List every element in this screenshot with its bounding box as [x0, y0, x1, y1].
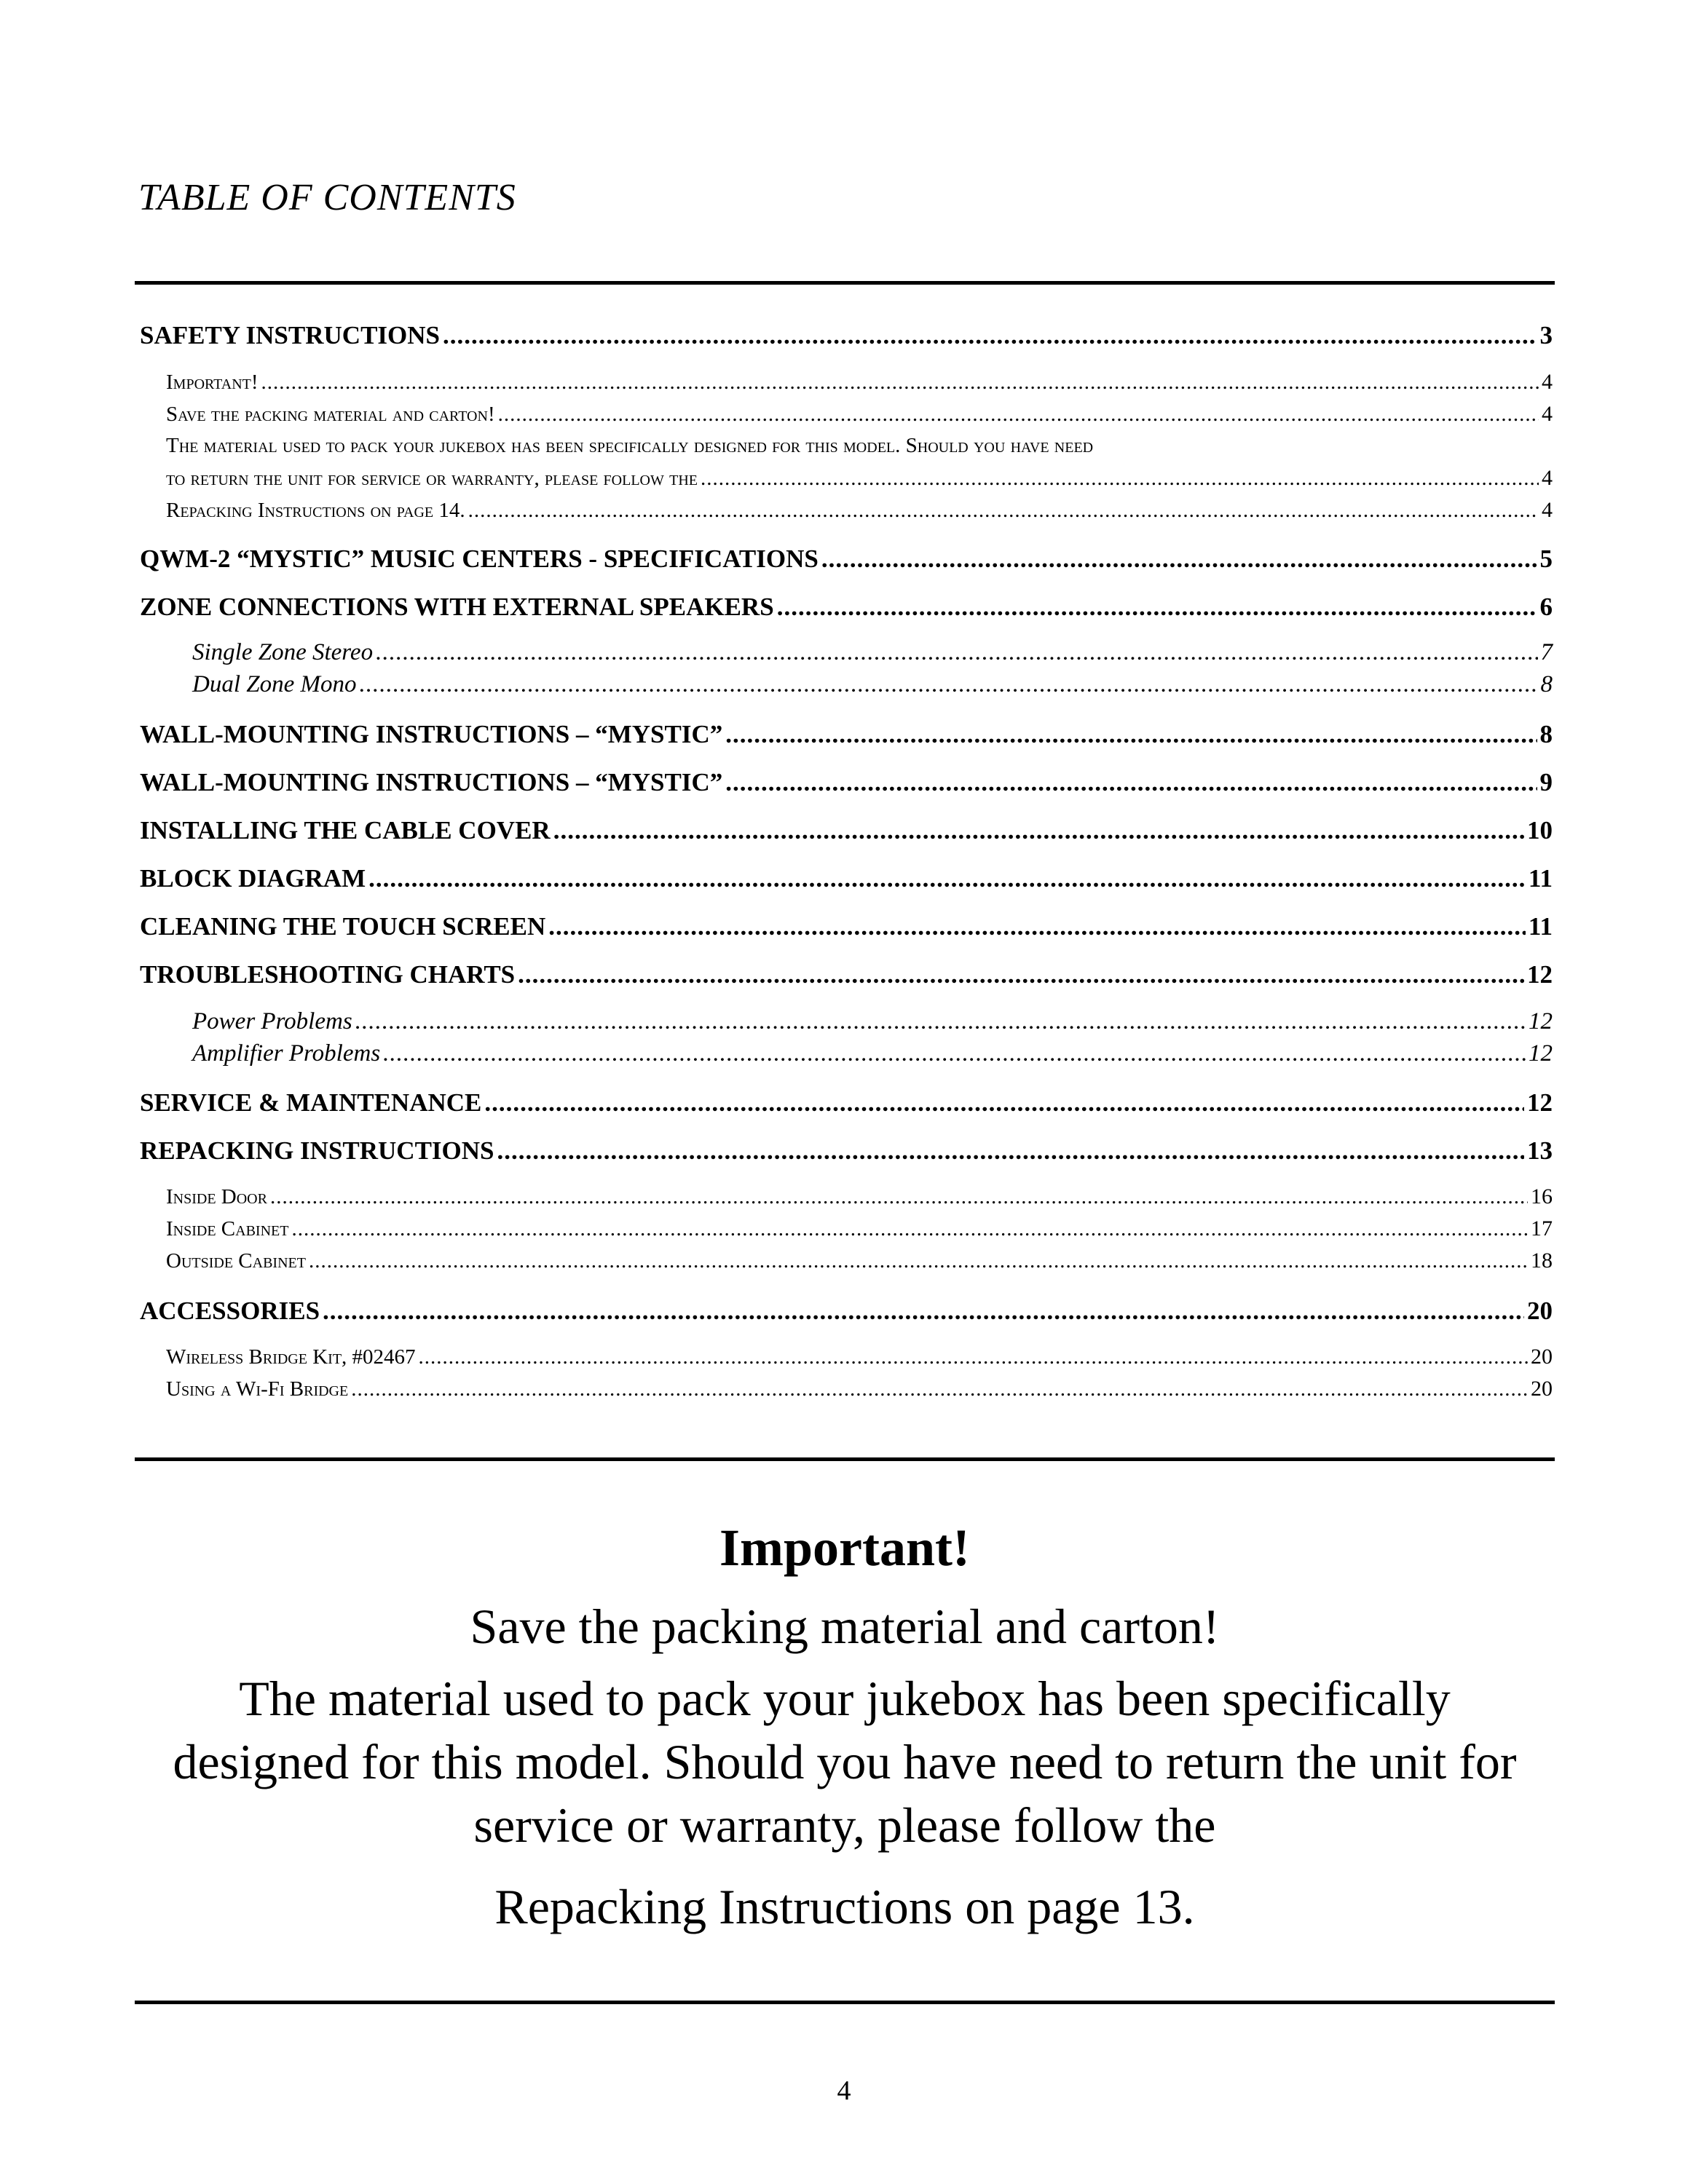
notice-title: Important!	[719, 1519, 970, 1577]
dot-leader	[323, 1297, 1524, 1326]
toc-entry-title: WALL-MOUNTING INSTRUCTIONS – “MYSTIC”	[140, 720, 723, 748]
notice-reference: Repacking Instructions on page 13.	[494, 1879, 1195, 1934]
dot-leader	[309, 1249, 1528, 1273]
toc-entry-title: WALL-MOUNTING INSTRUCTIONS – “MYSTIC”	[140, 768, 723, 796]
dot-leader	[355, 1008, 1526, 1035]
toc-entry-page: 12	[1527, 960, 1553, 989]
dot-leader	[777, 593, 1537, 622]
dot-leader	[518, 960, 1524, 989]
toc-entry-page: 6	[1539, 593, 1553, 621]
toc-entry[interactable]	[140, 434, 1553, 458]
toc-entry-page: 3	[1539, 321, 1553, 349]
toc-entry[interactable]	[140, 1216, 1553, 1241]
toc-entry-page: 4	[1542, 466, 1553, 490]
toc-entry[interactable]	[140, 466, 1553, 491]
toc-entry-page: 7	[1540, 639, 1553, 665]
top-rule	[135, 281, 1555, 285]
toc-entry-title: to return the unit for service or warranty, please follow the	[166, 467, 698, 490]
toc-entry[interactable]	[140, 1377, 1553, 1401]
toc-entry-page: 20	[1531, 1345, 1553, 1369]
toc-entry-page: 20	[1527, 1297, 1553, 1325]
toc-entry-title: Inside Door	[166, 1185, 267, 1208]
toc-entry-page: 12	[1527, 1088, 1553, 1117]
toc-entry-title: SAFETY INSTRUCTIONS	[140, 321, 441, 349]
toc-entry-page: 8	[1539, 720, 1553, 748]
toc-entry[interactable]	[140, 720, 1553, 749]
toc-entry-page: 5	[1539, 545, 1553, 573]
toc-entry-title: CLEANING THE TOUCH SCREEN	[140, 912, 546, 941]
toc-entry[interactable]	[140, 960, 1553, 989]
toc-entry-page: 9	[1539, 768, 1553, 796]
dot-leader	[498, 403, 1539, 427]
toc-entry-page: 4	[1542, 370, 1553, 394]
toc-entry-title: Inside Cabinet	[166, 1217, 289, 1241]
toc-entry[interactable]	[140, 1345, 1553, 1369]
dot-leader	[725, 768, 1537, 797]
toc-entry[interactable]	[140, 912, 1553, 941]
toc-entry-title: REPACKING INSTRUCTIONS	[140, 1136, 494, 1165]
toc-entry-page: 13	[1527, 1136, 1553, 1165]
toc-entry-title: Amplifier Problems	[192, 1040, 381, 1067]
toc-entry[interactable]	[140, 498, 1553, 523]
toc-entry-title: TROUBLESHOOTING CHARTS	[140, 960, 516, 989]
toc-entry[interactable]	[140, 864, 1553, 893]
dot-leader	[553, 816, 1524, 845]
toc-entry-title: SERVICE & MAINTENANCE	[140, 1088, 482, 1117]
dot-leader	[376, 639, 1537, 666]
toc-entry[interactable]	[140, 1184, 1553, 1209]
dot-leader	[821, 545, 1537, 574]
page-number: 4	[837, 2076, 851, 2106]
toc-entry-title: ACCESSORIES	[140, 1297, 320, 1325]
dot-leader	[725, 720, 1537, 749]
toc-entry-title: Power Problems	[192, 1008, 352, 1034]
notice-body: The material used to pack your jukebox has been specifically designed for this model. Should you have need to return the unit for service or warranty, please follow the	[173, 1671, 1517, 1853]
toc-entry-page: 12	[1529, 1040, 1553, 1067]
toc-entry-title: ZONE CONNECTIONS WITH EXTERNAL SPEAKERS	[140, 593, 774, 621]
toc-entry-page: 16	[1531, 1184, 1553, 1208]
dot-leader	[360, 671, 1538, 698]
middle-rule	[135, 1457, 1555, 1461]
dot-leader	[484, 1088, 1524, 1117]
toc-entry[interactable]	[140, 816, 1553, 845]
toc-entry[interactable]	[140, 639, 1553, 666]
dot-leader	[261, 371, 1539, 395]
toc-entry-page: 8	[1540, 671, 1553, 697]
dot-leader	[497, 1136, 1524, 1166]
dot-leader	[351, 1377, 1528, 1401]
toc-entry[interactable]	[140, 1040, 1553, 1067]
toc-entry[interactable]	[140, 1249, 1553, 1273]
toc-entry-title: INSTALLING THE CABLE COVER	[140, 816, 551, 844]
toc-entry-title: BLOCK DIAGRAM	[140, 864, 366, 893]
toc-entry-title: Outside Cabinet	[166, 1249, 306, 1273]
toc-entry-page: 10	[1527, 816, 1553, 844]
toc-entry[interactable]	[140, 1008, 1553, 1035]
toc-entry-page: 11	[1528, 912, 1553, 941]
toc-entry[interactable]	[140, 593, 1553, 622]
bottom-rule	[135, 2001, 1555, 2004]
toc-entry-title: Single Zone Stereo	[192, 639, 374, 665]
dot-leader	[701, 467, 1539, 491]
dot-leader	[468, 499, 1539, 523]
toc-entry-page: 4	[1542, 498, 1553, 522]
dot-leader	[443, 321, 1537, 350]
notice-subtitle: Save the packing material and carton!	[470, 1599, 1220, 1654]
toc-entry-title: The material used to pack your jukebox has been specifically designed for this model. Should you have need	[166, 434, 1094, 457]
toc-entry[interactable]	[140, 1297, 1553, 1326]
toc-entry[interactable]	[140, 1088, 1553, 1117]
toc-entry-title: Dual Zone Mono	[192, 671, 357, 697]
toc-entry[interactable]	[140, 768, 1553, 797]
toc-entry-title: Important!	[166, 371, 259, 394]
dot-leader	[368, 864, 1526, 893]
toc-entry-title: Save the packing material and carton!	[166, 403, 495, 426]
toc-entry[interactable]	[140, 370, 1553, 395]
toc-entry[interactable]	[140, 402, 1553, 427]
toc-entry-page: 12	[1529, 1008, 1553, 1034]
toc-entry[interactable]	[140, 321, 1553, 350]
toc-entry-page: 17	[1531, 1216, 1553, 1241]
toc-entry-title: Repacking Instructions on page 14.	[166, 499, 465, 522]
toc-entry-title: QWM-2 “MYSTIC” MUSIC CENTERS - SPECIFICATIONS	[140, 545, 819, 573]
toc-entry-title: Wireless Bridge Kit, #02467	[166, 1345, 416, 1369]
dot-leader	[548, 912, 1526, 941]
toc-entry-page: 11	[1528, 864, 1553, 893]
toc-entry-page: 18	[1531, 1249, 1553, 1273]
dot-leader	[291, 1217, 1528, 1241]
dot-leader	[270, 1185, 1528, 1209]
toc-entry[interactable]	[140, 1136, 1553, 1166]
dot-leader	[419, 1345, 1528, 1369]
toc-entry-title: Using a Wi-Fi Bridge	[166, 1377, 349, 1401]
toc-entry[interactable]	[140, 545, 1553, 574]
toc-entry-page: 4	[1542, 402, 1553, 426]
toc-heading: TABLE OF CONTENTS	[138, 177, 516, 218]
toc-entry-page: 20	[1531, 1377, 1553, 1401]
toc-entry[interactable]	[140, 671, 1553, 698]
dot-leader	[383, 1040, 1526, 1067]
